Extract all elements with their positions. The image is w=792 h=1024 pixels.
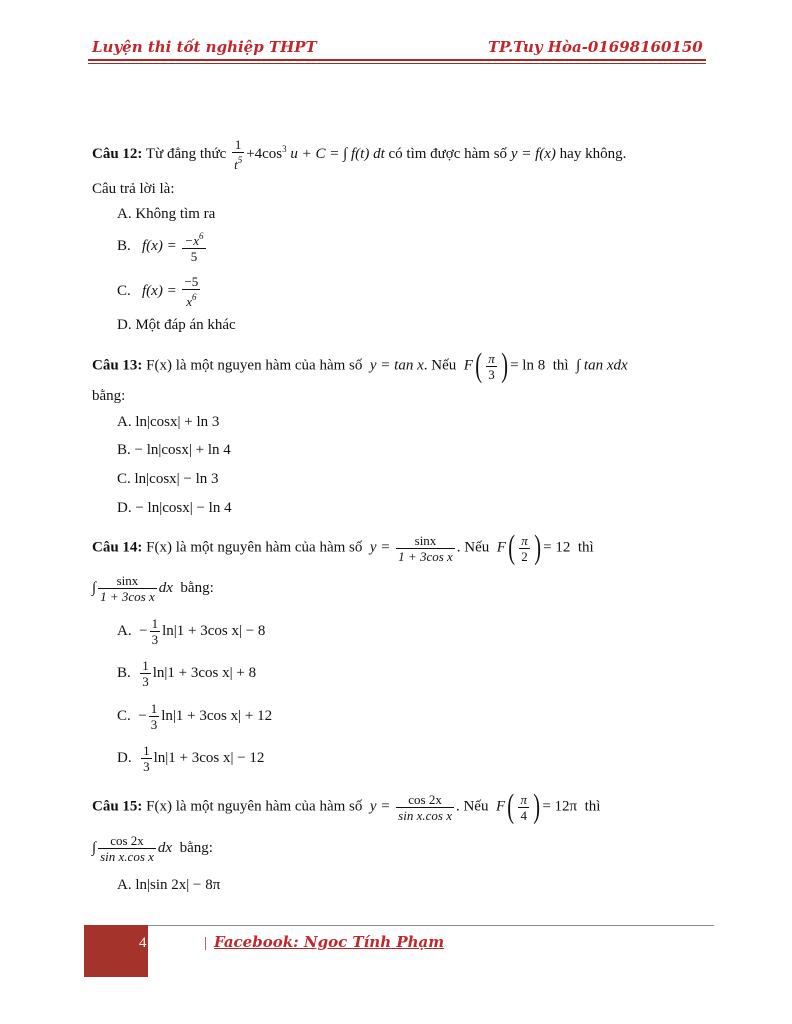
q12-frac: $\frac{1}{t^5}$	[234, 137, 243, 172]
q14-option-d: D. $\frac{1}{3}$ ln|1 + 3cos x| − 12	[117, 743, 265, 774]
page-number: 4	[139, 935, 147, 951]
q14-option-a: A. − $\frac{1}{3}$ ln|1 + 3cos x| − 8	[117, 616, 266, 647]
q14-stem: Câu 14: F(x) là một nguyên hàm của hàm số y = $\frac{\sin x}{\text{1 + 3cos x}}$ . Nếu F( $\frac{\pi}{2}$ ) = 12 thì	[92, 529, 594, 566]
header-rule-thin	[88, 63, 706, 64]
q12-option-a: A. Không tìm ra	[117, 206, 216, 222]
q12-option-d: D. Một đáp án khác	[117, 317, 236, 333]
page-header-left: Luyện thi tốt nghiệp THPT	[92, 38, 317, 56]
q13-option-b: B. − ln|cosx| + ln 4	[117, 442, 231, 458]
q12-stem: Câu 12: Từ đẳng thức $\frac{1}{t^5}$ $+4\cos^3$ u + C = ∫ f(t) dt có tìm được hàm số y = f(x) hay không.	[92, 137, 627, 172]
q12-text-b: có tìm được hàm số	[388, 145, 508, 162]
q13-option-a: A. ln|cosx| + ln 3	[117, 414, 220, 430]
q14-option-c: C. − $\frac{1}{3}$ ln|1 + 3cos x| + 12	[117, 701, 273, 732]
q13-option-d: D. − ln|cosx| − ln 4	[117, 500, 232, 516]
q12-answer-intro: Câu trả lời là:	[92, 181, 175, 197]
q12-expr-u: u + C = ∫ f(t) dt	[290, 145, 385, 162]
q15-option-a: A. ln|sin 2x| − 8π	[117, 877, 221, 893]
q12-text-c: hay không.	[559, 145, 627, 162]
q15-integral: ∫ $\frac{\cos 2x}{\text{sin x.cos x}}$ dx bằng:	[92, 833, 213, 864]
q12-option-b: B. f(x) = $\frac{-x^6}{5}$	[117, 231, 204, 264]
q14-integral: ∫ $\frac{\sin x}{\text{1 + 3cos x}}$ dx bằng:	[92, 573, 214, 604]
footer-separator: |	[204, 935, 208, 951]
q12-text-a: Từ đẳng thức	[145, 145, 227, 162]
q12-expr-mid: +4cos	[246, 145, 283, 162]
footer-rule	[84, 925, 714, 926]
q14-option-b: B. $\frac{1}{3}$ ln|1 + 3cos x| + 8	[117, 658, 257, 689]
footer-facebook-link[interactable]: Facebook: Ngoc Tính Phạm	[214, 933, 445, 951]
page-header-right: TP.Tuy Hòa-01698160150	[488, 38, 703, 56]
q13-stem: Câu 13: F(x) là một nguyen hàm của hàm số y = tan x. Nếu F( $\frac{\pi}{3}$ ) = ln 8 thì ∫ tan xdx	[92, 347, 628, 384]
q12-option-c: C. f(x) = $\frac{-5}{x^6}$	[117, 274, 199, 309]
q15-stem: Câu 15: F(x) là một nguyên hàm của hàm số y = $\frac{\cos 2x}{\text{sin x.cos x}}$ . Nếu F( $\frac{\pi}{4}$ ) = 12π thì	[92, 788, 601, 825]
header-rule	[88, 59, 706, 61]
q13-tail: bằng:	[92, 388, 126, 404]
q12-expr-y: y = f(x)	[510, 145, 556, 162]
q12-label: Câu 12:	[92, 145, 143, 162]
q13-option-c: C. ln|cosx| − ln 3	[117, 471, 219, 487]
